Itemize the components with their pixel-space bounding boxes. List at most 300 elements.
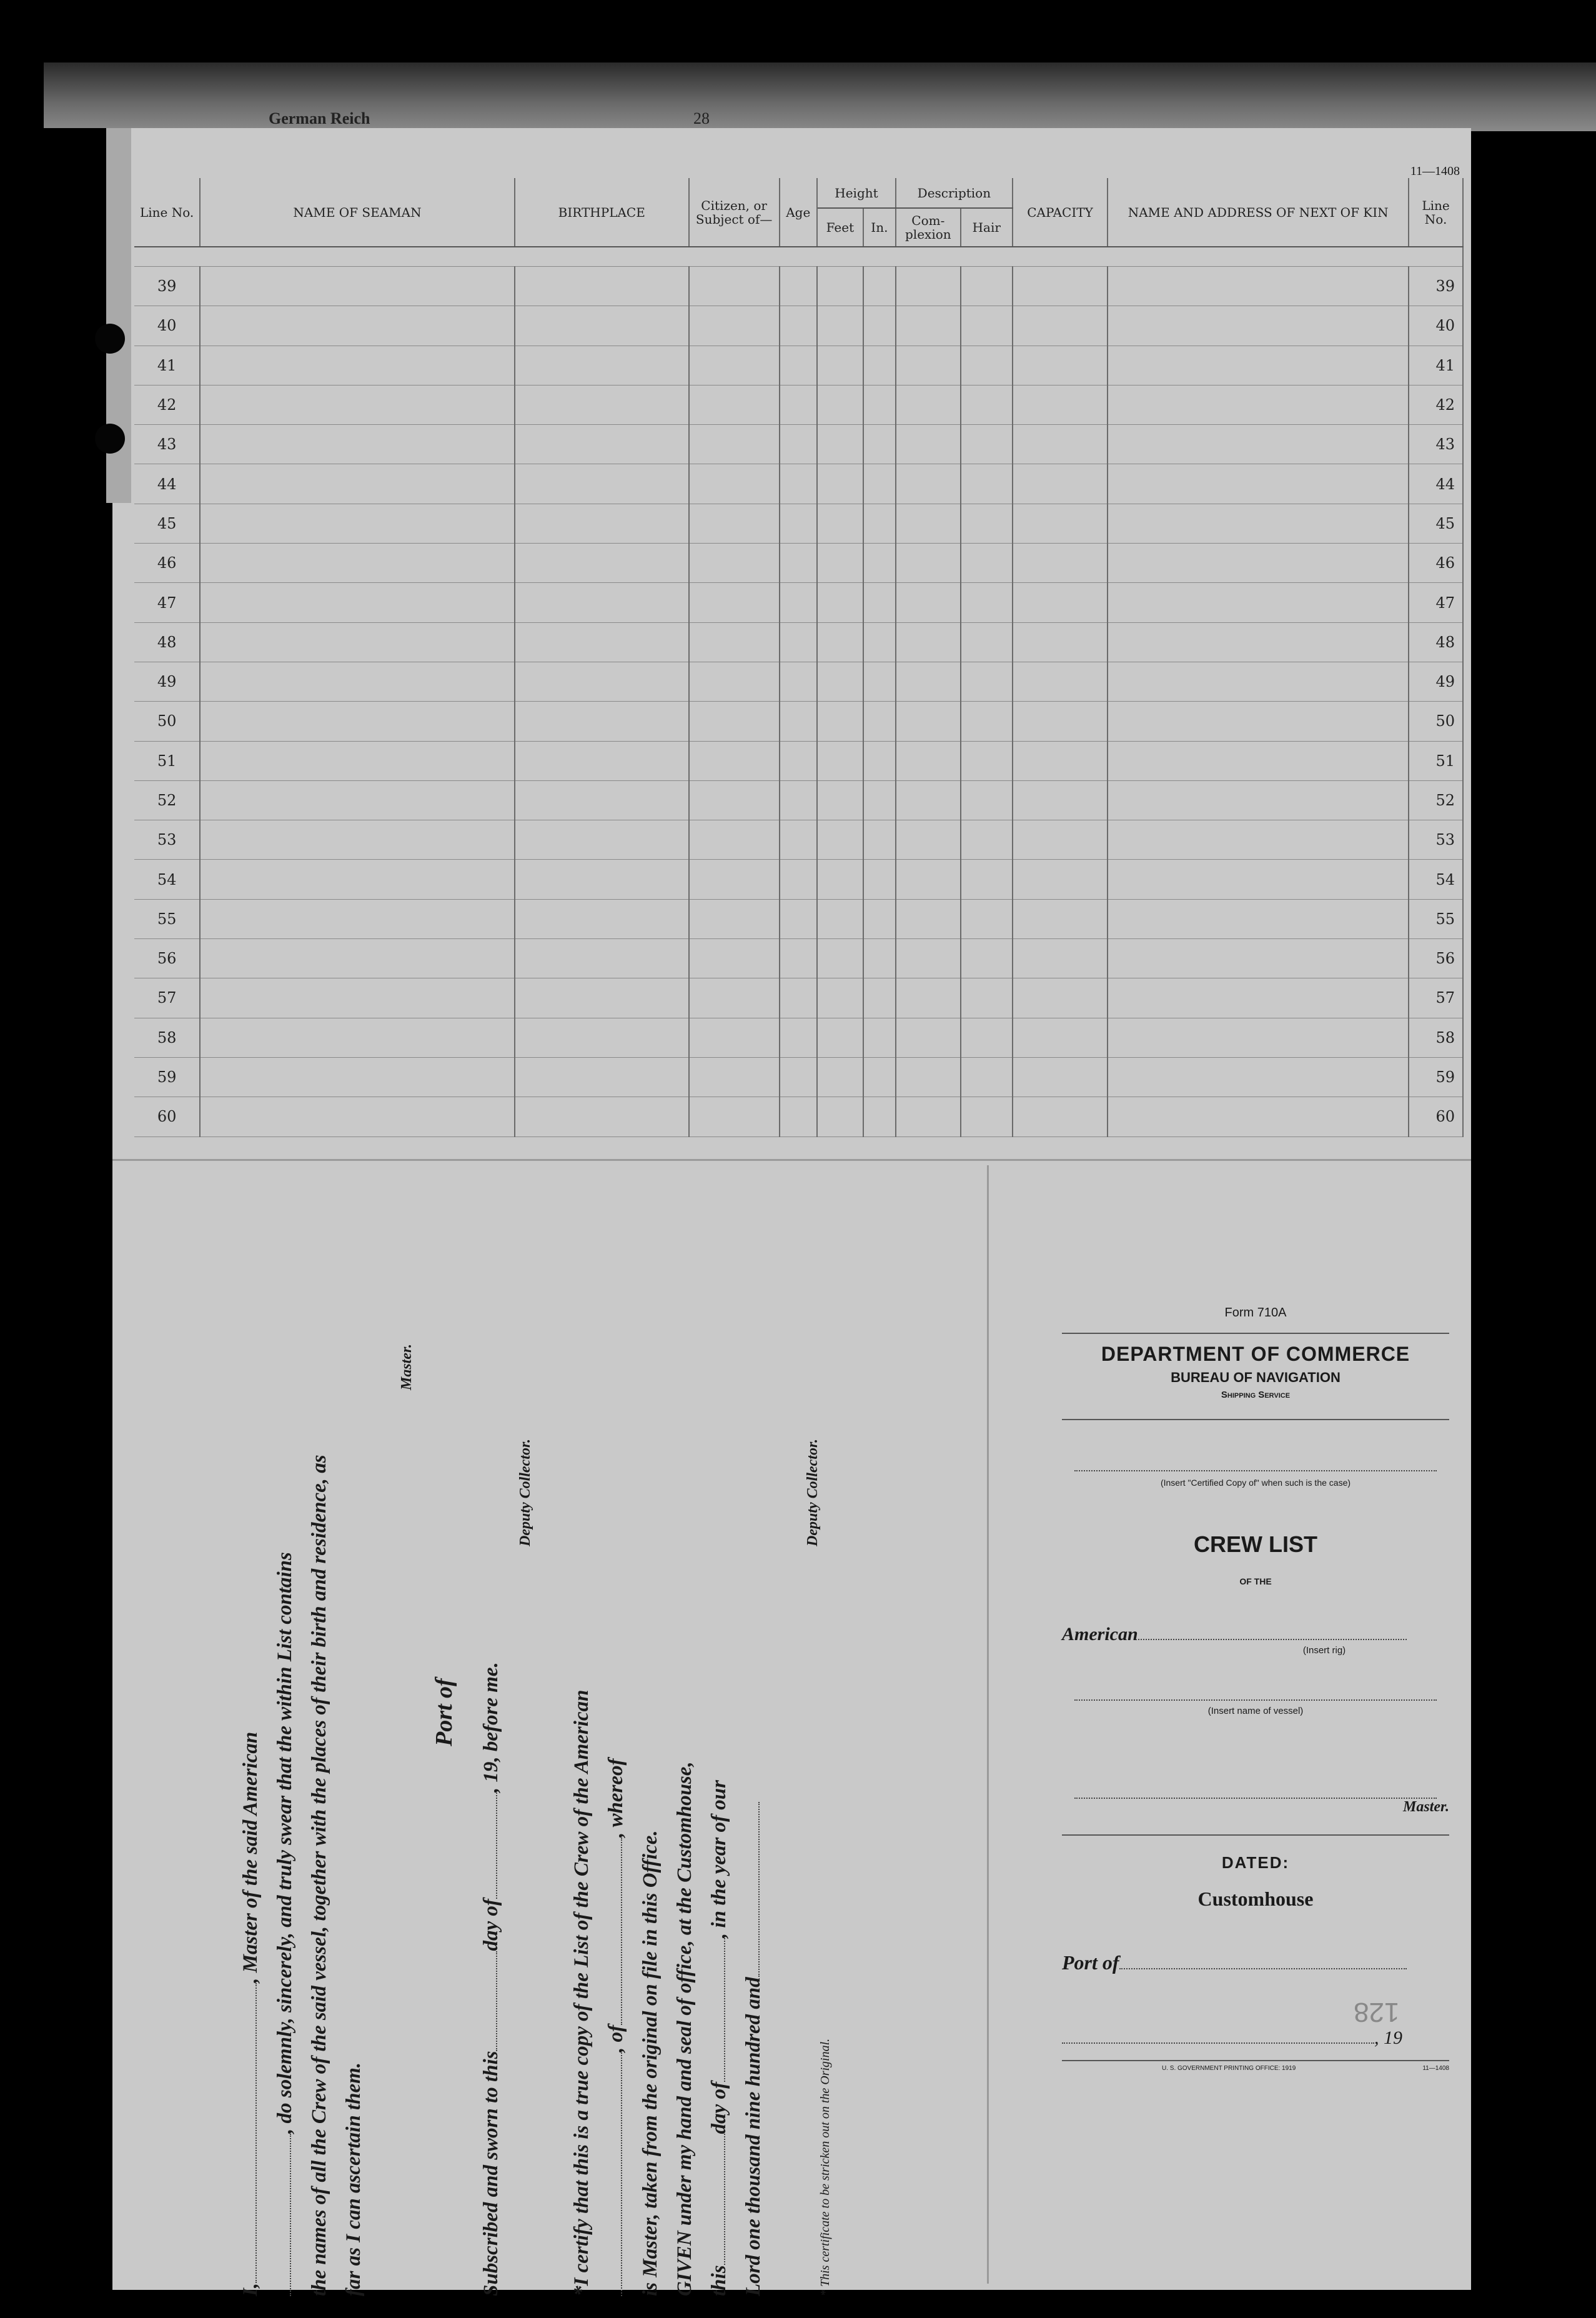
table-cell xyxy=(780,306,817,346)
table-cell xyxy=(896,978,961,1018)
table-cell xyxy=(896,385,961,424)
table-cell xyxy=(1013,306,1108,346)
line-number-right: 56 xyxy=(1409,939,1463,978)
table-cell xyxy=(780,780,817,820)
table-cell xyxy=(200,544,515,583)
cert-blank-1 xyxy=(621,2052,622,2296)
table-cell xyxy=(1013,662,1108,701)
table-cell xyxy=(1013,1018,1108,1057)
table-cell xyxy=(515,702,689,741)
table-row xyxy=(134,544,1463,583)
line-number-right: 46 xyxy=(1409,544,1463,583)
table-cell xyxy=(863,978,896,1018)
table-cell xyxy=(863,1057,896,1097)
table-cell xyxy=(817,622,863,662)
table-cell xyxy=(896,267,961,306)
table-cell xyxy=(863,583,896,622)
table-cell xyxy=(780,1097,817,1137)
table-cell xyxy=(200,346,515,385)
table-row xyxy=(134,860,1463,899)
header-strip xyxy=(44,62,1596,131)
table-row xyxy=(134,306,1463,346)
table-cell xyxy=(1013,346,1108,385)
table-cell xyxy=(961,622,1013,662)
table-cell xyxy=(689,702,780,741)
table-cell xyxy=(896,702,961,741)
line-number-left: 49 xyxy=(134,662,200,701)
oath-cert-c: , whereof xyxy=(605,1758,627,1838)
table-cell xyxy=(515,306,689,346)
table-cell xyxy=(1013,622,1108,662)
table-cell xyxy=(817,583,863,622)
table-cell xyxy=(515,780,689,820)
table-cell xyxy=(863,385,896,424)
cover-rule-1 xyxy=(1062,1419,1449,1470)
table-cell xyxy=(961,425,1013,464)
oath-cert-d: is Master, taken from the original on file in this Office. xyxy=(639,1830,662,2296)
cover-form-bottom: 11—1408 xyxy=(1422,2065,1449,2072)
table-cell xyxy=(780,899,817,938)
line-number-right: 54 xyxy=(1409,860,1463,899)
line-number-right: 44 xyxy=(1409,464,1463,504)
table-cell xyxy=(817,464,863,504)
table-cell xyxy=(1108,820,1409,860)
line-number-left: 54 xyxy=(134,860,200,899)
table-cell xyxy=(896,780,961,820)
table-cell xyxy=(515,346,689,385)
header-height: Height xyxy=(817,178,896,208)
table-cell xyxy=(1013,899,1108,938)
table-cell xyxy=(961,583,1013,622)
table-cell xyxy=(961,741,1013,780)
table-cell xyxy=(863,1097,896,1137)
table-cell xyxy=(817,741,863,780)
sub-blank-2 xyxy=(496,1793,497,1899)
table-cell xyxy=(961,504,1013,543)
table-cell xyxy=(689,306,780,346)
table-cell xyxy=(896,504,961,543)
header-line-no: Line No. xyxy=(134,178,200,247)
oath-deputy-2: Deputy Collector. xyxy=(805,1439,821,1546)
table-row xyxy=(134,662,1463,701)
sub-blank-1 xyxy=(496,1951,497,2051)
line-number-right: 45 xyxy=(1409,504,1463,543)
table-cell xyxy=(780,1057,817,1097)
oath-given-d: , in the year of our xyxy=(708,1780,730,1939)
line-number-right: 60 xyxy=(1409,1097,1463,1137)
line-number-left: 55 xyxy=(134,899,200,938)
table-cell xyxy=(896,306,961,346)
table-cell xyxy=(689,741,780,780)
table-cell xyxy=(961,267,1013,306)
line-number-left: 52 xyxy=(134,780,200,820)
table-cell xyxy=(961,544,1013,583)
line-number-left: 53 xyxy=(134,820,200,860)
cover-vessel-line xyxy=(1074,1699,1437,1701)
oath-given-a: GIVEN under my hand and seal of office, at the Customhouse, xyxy=(673,1761,696,2296)
given-blank-1 xyxy=(724,2134,725,2265)
table-cell xyxy=(689,662,780,701)
line-number-right: 47 xyxy=(1409,583,1463,622)
table-cell xyxy=(1013,741,1108,780)
table-cell xyxy=(1108,504,1409,543)
oath-l1b: , Master of the said American xyxy=(239,1731,262,1983)
header-hair: Hair xyxy=(961,208,1013,247)
cover-dept: DEPARTMENT OF COMMERCE xyxy=(1062,1333,1449,1366)
table-cell xyxy=(200,741,515,780)
table-cell xyxy=(1013,544,1108,583)
table-cell xyxy=(780,425,817,464)
table-cell xyxy=(1108,702,1409,741)
cover-title: CREW LIST xyxy=(1194,1531,1317,1557)
line-number-left: 56 xyxy=(134,939,200,978)
table-cell xyxy=(1108,464,1409,504)
fold-line xyxy=(106,1159,1471,1161)
line-number-left: 40 xyxy=(134,306,200,346)
line-number-left: 47 xyxy=(134,583,200,622)
table-cell xyxy=(200,1057,515,1097)
table-cell xyxy=(780,860,817,899)
table-cell xyxy=(200,464,515,504)
table-cell xyxy=(817,544,863,583)
cover-bureau: BUREAU OF NAVIGATION xyxy=(1171,1370,1341,1385)
cover-of-the: OF THE xyxy=(1239,1576,1272,1586)
table-cell xyxy=(515,583,689,622)
cover-copy-line xyxy=(1074,1470,1437,1471)
table-cell xyxy=(200,306,515,346)
torn-left-edge xyxy=(25,128,112,2290)
table-cell xyxy=(961,780,1013,820)
header-strip-label: German Reich xyxy=(269,109,370,127)
table-cell xyxy=(817,1097,863,1137)
line-number-right: 53 xyxy=(1409,820,1463,860)
table-cell xyxy=(863,820,896,860)
table-cell xyxy=(896,464,961,504)
table-cell xyxy=(1108,741,1409,780)
table-cell xyxy=(961,346,1013,385)
table-cell xyxy=(1013,504,1108,543)
table-cell xyxy=(863,780,896,820)
punch-hole xyxy=(95,324,125,354)
table-cell xyxy=(1108,622,1409,662)
line-number-right: 57 xyxy=(1409,978,1463,1018)
table-row xyxy=(134,899,1463,938)
line-number-right: 58 xyxy=(1409,1018,1463,1057)
line-number-left: 46 xyxy=(134,544,200,583)
table-cell xyxy=(961,385,1013,424)
table-cell xyxy=(1013,464,1108,504)
line-number-right: 42 xyxy=(1409,385,1463,424)
table-cell xyxy=(1013,385,1108,424)
line-number-left: 57 xyxy=(134,978,200,1018)
table-row xyxy=(134,504,1463,543)
table-cell xyxy=(863,425,896,464)
oath-sub-d: , before me. xyxy=(480,1662,502,1762)
table-cell xyxy=(780,939,817,978)
table-cell xyxy=(200,267,515,306)
table-cell xyxy=(515,267,689,306)
table-row xyxy=(134,978,1463,1018)
table-cell xyxy=(817,267,863,306)
table-cell xyxy=(896,741,961,780)
cover-printer: U. S. GOVERNMENT PRINTING OFFICE: 1919 xyxy=(1162,2065,1296,2072)
line-number-left: 44 xyxy=(134,464,200,504)
given-blank-3 xyxy=(758,1802,760,1977)
table-cell xyxy=(1013,860,1108,899)
table-cell xyxy=(1108,1097,1409,1137)
table-cell xyxy=(1013,1057,1108,1097)
table-cell xyxy=(1108,780,1409,820)
table-cell xyxy=(817,1057,863,1097)
table-cell xyxy=(689,780,780,820)
table-cell xyxy=(515,622,689,662)
oath-blank-name xyxy=(255,1983,257,2283)
header-birthplace: BIRTHPLACE xyxy=(515,178,689,247)
table-cell xyxy=(515,464,689,504)
table-cell xyxy=(817,899,863,938)
table-row xyxy=(134,702,1463,741)
header-citizen: Citizen, or Subject of— xyxy=(689,178,780,247)
table-cell xyxy=(515,1057,689,1097)
table-cell xyxy=(817,780,863,820)
oath-given-e: Lord one thousand nine hundred and xyxy=(742,1977,765,2296)
table-cell xyxy=(863,306,896,346)
oath-cert-b: , of xyxy=(605,2025,627,2052)
oath-given-c: day of xyxy=(708,2082,730,2134)
table-cell xyxy=(817,346,863,385)
line-number-left: 48 xyxy=(134,622,200,662)
table-cell xyxy=(961,978,1013,1018)
table-cell xyxy=(896,860,961,899)
cover-rig-line xyxy=(1138,1639,1407,1640)
given-blank-2 xyxy=(724,1938,725,2082)
table-cell xyxy=(200,662,515,701)
crew-list-sheet xyxy=(106,128,1471,2296)
table-cell xyxy=(200,622,515,662)
table-cell xyxy=(863,741,896,780)
table-cell xyxy=(961,464,1013,504)
table-row xyxy=(134,464,1463,504)
punch-hole xyxy=(95,424,125,454)
header-feet: Feet xyxy=(817,208,863,247)
table-cell xyxy=(780,267,817,306)
table-cell xyxy=(1013,978,1108,1018)
table-cell xyxy=(515,544,689,583)
table-cell xyxy=(200,1097,515,1137)
table-cell xyxy=(1013,780,1108,820)
line-number-right: 40 xyxy=(1409,306,1463,346)
table-cell xyxy=(961,1018,1013,1057)
table-cell xyxy=(1108,544,1409,583)
table-cell xyxy=(689,544,780,583)
cert-blank-2 xyxy=(621,1838,622,2025)
table-cell xyxy=(689,346,780,385)
table-cell xyxy=(689,820,780,860)
table-row xyxy=(134,267,1463,306)
cover-master: Master. xyxy=(1402,1799,1449,1815)
table-cell xyxy=(689,860,780,899)
table-cell xyxy=(1013,267,1108,306)
line-number-left: 51 xyxy=(134,741,200,780)
table-cell xyxy=(689,1097,780,1137)
table-row xyxy=(134,425,1463,464)
table-cell xyxy=(1108,1018,1409,1057)
line-number-right: 48 xyxy=(1409,622,1463,662)
table-cell xyxy=(689,1018,780,1057)
cover-nineteen: , 19 xyxy=(1374,2027,1402,2048)
table-cell xyxy=(961,1097,1013,1137)
table-cell xyxy=(515,741,689,780)
table-cell xyxy=(896,899,961,938)
table-cell xyxy=(896,622,961,662)
table-cell xyxy=(863,860,896,899)
table-cell xyxy=(200,939,515,978)
line-number-left: 58 xyxy=(134,1018,200,1057)
table-row xyxy=(134,622,1463,662)
table-cell xyxy=(200,702,515,741)
oath-deputy-1: Deputy Collector. xyxy=(517,1439,533,1546)
table-spacer-row xyxy=(134,247,1463,267)
table-cell xyxy=(896,662,961,701)
table-cell xyxy=(863,544,896,583)
oath-l2: , do solemnly, sincerely, and truly swear that the within List contains xyxy=(274,1552,296,2134)
table-cell xyxy=(689,939,780,978)
table-cell xyxy=(1108,939,1409,978)
oath-l4: far as I can ascertain them. xyxy=(342,2062,365,2296)
table-cell xyxy=(1108,662,1409,701)
line-number-right: 59 xyxy=(1409,1057,1463,1097)
table-cell xyxy=(1108,899,1409,938)
line-number-left: 50 xyxy=(134,702,200,741)
table-cell xyxy=(689,978,780,1018)
table-cell xyxy=(200,820,515,860)
table-row xyxy=(134,939,1463,978)
header-in: In. xyxy=(863,208,896,247)
table-cell xyxy=(863,504,896,543)
table-row xyxy=(134,1097,1463,1137)
line-number-left: 59 xyxy=(134,1057,200,1097)
line-number-right: 51 xyxy=(1409,741,1463,780)
table-cell xyxy=(961,662,1013,701)
table-row xyxy=(134,583,1463,622)
table-cell xyxy=(863,702,896,741)
cover-dated: DATED: xyxy=(1062,1834,1449,1873)
oath-master: Master. xyxy=(399,1343,415,1390)
table-cell xyxy=(863,662,896,701)
table-cell xyxy=(1108,860,1409,899)
table-cell xyxy=(200,1018,515,1057)
table-cell xyxy=(817,702,863,741)
table-cell xyxy=(896,1018,961,1057)
cover-insert-name: (Insert name of vessel) xyxy=(1207,1706,1304,1716)
cover-panel xyxy=(1062,1306,1449,2072)
header-capacity: CAPACITY xyxy=(1013,178,1108,247)
table-cell xyxy=(817,860,863,899)
table-cell xyxy=(1108,1057,1409,1097)
oath-given-b: this xyxy=(708,2265,730,2296)
table-cell xyxy=(780,385,817,424)
line-number-left: 41 xyxy=(134,346,200,385)
table-cell xyxy=(896,544,961,583)
table-cell xyxy=(780,622,817,662)
table-cell xyxy=(1013,702,1108,741)
table-cell xyxy=(515,385,689,424)
table-row xyxy=(134,780,1463,820)
table-cell xyxy=(896,1097,961,1137)
table-cell xyxy=(515,425,689,464)
table-cell xyxy=(780,1018,817,1057)
table-cell xyxy=(689,464,780,504)
header-name: NAME OF SEAMAN xyxy=(200,178,515,247)
table-cell xyxy=(515,1097,689,1137)
table-cell xyxy=(780,820,817,860)
table-cell xyxy=(515,899,689,938)
table-cell xyxy=(817,662,863,701)
cover-service: Shipping Service xyxy=(1221,1390,1291,1400)
table-cell xyxy=(515,662,689,701)
header-line-no-right: Line No. xyxy=(1409,178,1463,247)
line-number-left: 45 xyxy=(134,504,200,543)
cover-insert-copy: (Insert "Certified Copy of" when such is the case) xyxy=(1160,1478,1351,1488)
oath-sub-c: , 19 xyxy=(480,1761,502,1793)
table-cell xyxy=(200,860,515,899)
header-age: Age xyxy=(780,178,817,247)
table-cell xyxy=(896,346,961,385)
table-cell xyxy=(200,780,515,820)
table-cell xyxy=(515,939,689,978)
table-cell xyxy=(515,820,689,860)
cover-form-number: Form 710A xyxy=(1224,1306,1287,1320)
table-cell xyxy=(817,820,863,860)
table-cell xyxy=(896,425,961,464)
table-cell xyxy=(515,1018,689,1057)
table-row xyxy=(134,1057,1463,1097)
table-cell xyxy=(780,544,817,583)
table-cell xyxy=(200,583,515,622)
cover-port-of: Port of xyxy=(1062,1951,1119,1974)
table-cell xyxy=(689,385,780,424)
table-cell xyxy=(780,464,817,504)
table-cell xyxy=(817,425,863,464)
table-cell xyxy=(780,662,817,701)
line-number-right: 39 xyxy=(1409,267,1463,306)
oath-l3: the names of all the Crew of the said vessel, together with the places of their birth and residence, as xyxy=(308,1455,330,2296)
table-cell xyxy=(896,820,961,860)
panel-divider xyxy=(987,1165,989,2284)
table-cell xyxy=(863,622,896,662)
cover-insert-rig: (Insert rig) xyxy=(1302,1645,1346,1656)
form-number-top: 11—1408 xyxy=(1410,164,1460,178)
table-cell xyxy=(200,504,515,543)
table-cell xyxy=(961,899,1013,938)
crew-table xyxy=(134,178,1464,1137)
table-cell xyxy=(863,939,896,978)
table-cell xyxy=(961,860,1013,899)
table-cell xyxy=(200,899,515,938)
line-number-left: 43 xyxy=(134,425,200,464)
line-number-left: 42 xyxy=(134,385,200,424)
table-cell xyxy=(961,306,1013,346)
table-cell xyxy=(780,583,817,622)
table-cell xyxy=(863,346,896,385)
table-cell xyxy=(200,978,515,1018)
table-cell xyxy=(961,702,1013,741)
table-row xyxy=(134,820,1463,860)
table-cell xyxy=(200,385,515,424)
header-description: Description xyxy=(896,178,1013,208)
table-cell xyxy=(689,425,780,464)
table-cell xyxy=(1013,425,1108,464)
